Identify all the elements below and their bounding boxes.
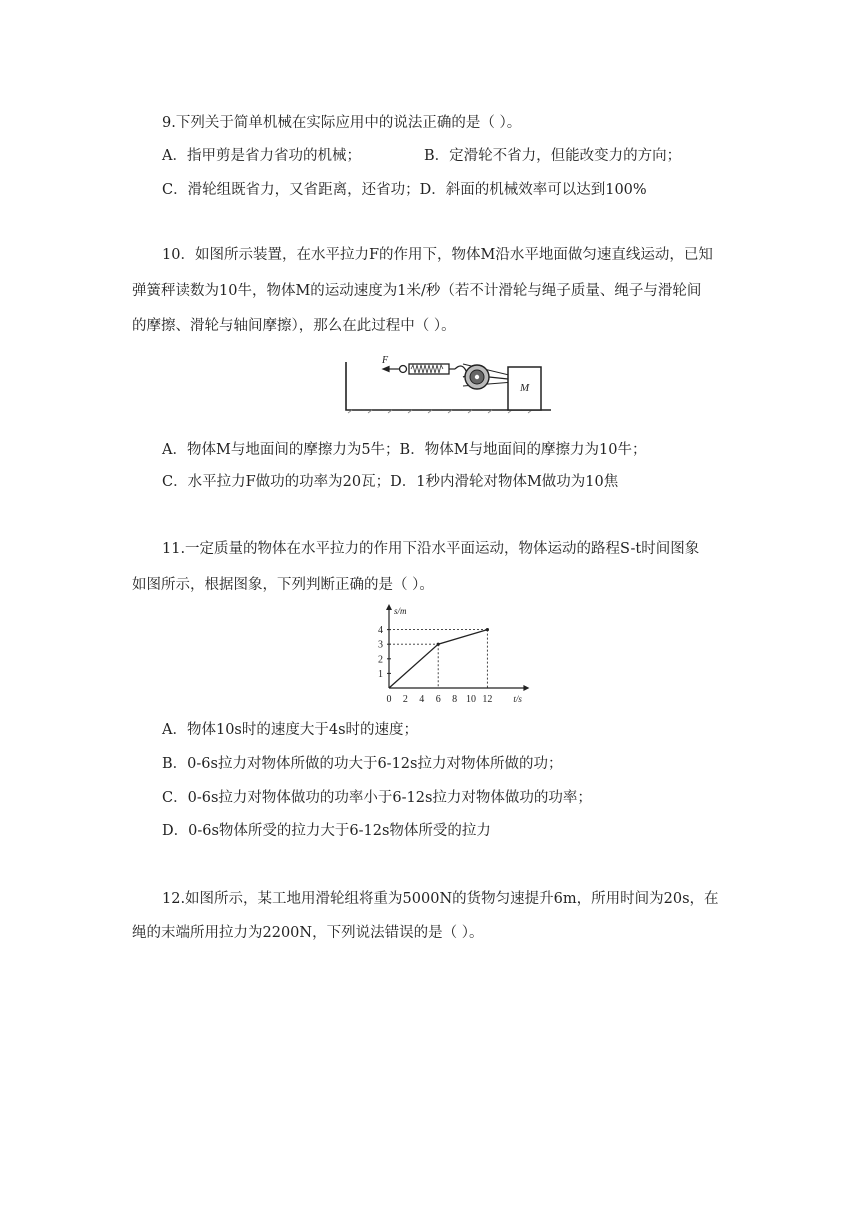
- q12-stem-line-1: 12.如图所示，某工地用滑轮组将重为5000N的货物匀速提升6m，所用时间为20s，在: [162, 891, 719, 907]
- force-arrow: [383, 367, 399, 372]
- s-t-graph: [362, 604, 522, 708]
- q11-stem-line-2: 如图所示，根据图象，下列判断正确的是（ ）。: [132, 577, 434, 593]
- x-axis-label: t/s: [513, 694, 522, 704]
- pulley: [465, 365, 489, 389]
- q10-stem-line-1: 10．如图所示装置，在水平拉力F的作用下，物体M沿水平地面做匀速直线运动，已知: [162, 247, 713, 263]
- x-tick-label-12: 12: [482, 694, 493, 705]
- data-point-2: [486, 628, 489, 631]
- y-axis-arrow: [386, 604, 392, 610]
- q10-stem-line-3: 的摩擦、滑轮与轴间摩擦），那么在此过程中（ ）。: [132, 318, 456, 334]
- data-point-1: [437, 643, 440, 646]
- q10-option-ab: A．物体M与地面间的摩擦力为5牛；B．物体M与地面间的摩擦力为10牛；: [162, 442, 647, 458]
- y-tick-label-3: 3: [378, 639, 383, 651]
- q11-stem-line-1: 11.一定质量的物体在水平拉力的作用下沿水平面运动，物体运动的路程S-t时间图象: [162, 541, 700, 557]
- series-line-0: [389, 630, 487, 688]
- x-tick-label-6: 6: [435, 694, 441, 705]
- q9-stem: 9.下列关于简单机械在实际应用中的说法正确的是（ ）。: [162, 115, 522, 131]
- x-tick-label-8: 8: [452, 694, 458, 705]
- q9-option-b: B．定滑轮不省力，但能改变力的方向；: [424, 148, 682, 164]
- x-tick-label-2: 2: [402, 694, 408, 705]
- spring-balance: [409, 364, 449, 374]
- q9-option-cd: C．滑轮组既省力，又省距离，还省功；D．斜面的机械效率可以达到100%: [162, 182, 647, 198]
- q9-option-a: A．指甲剪是省力省功的机械；: [162, 148, 361, 164]
- hook-ring: [400, 366, 407, 373]
- force-label: F: [382, 355, 389, 366]
- q11-option-c: C．0-6s拉力对物体做功的功率小于6-12s拉力对物体做功的功率；: [162, 790, 592, 806]
- x-axis-arrow: [523, 685, 529, 691]
- x-tick-label-4: 4: [419, 694, 425, 705]
- q11-option-a: A．物体10s时的速度大于4s时的速度；: [162, 722, 419, 738]
- q12-stem-line-2: 绳的末端所用拉力为2200N，下列说法错误的是（ ）。: [132, 925, 484, 941]
- y-tick-label-2: 2: [378, 654, 383, 666]
- q11-option-d: D．0-6s物体所受的拉力大于6-12s物体所受的拉力: [162, 823, 491, 839]
- q10-stem-line-2: 弹簧秤读数为10牛，物体M的运动速度为1米/秒（若不计滑轮与绳子质量、绳子与滑轮间: [132, 283, 702, 299]
- x-tick-label-10: 10: [466, 694, 476, 705]
- q10-option-cd: C．水平拉力F做功的功率为20瓦；D．1秒内滑轮对物体M做功为10焦: [162, 474, 619, 490]
- y-tick-label-1: 1: [378, 668, 383, 680]
- block-label: M: [520, 382, 530, 394]
- x-tick-label-0: 0: [386, 694, 392, 705]
- q11-option-b: B．0-6s拉力对物体所做的功大于6-12s拉力对物体所做的功；: [162, 756, 563, 772]
- pulley-spring-diagram: [343, 352, 555, 416]
- y-axis-label: s/m: [394, 606, 407, 616]
- y-tick-label-4: 4: [378, 625, 383, 637]
